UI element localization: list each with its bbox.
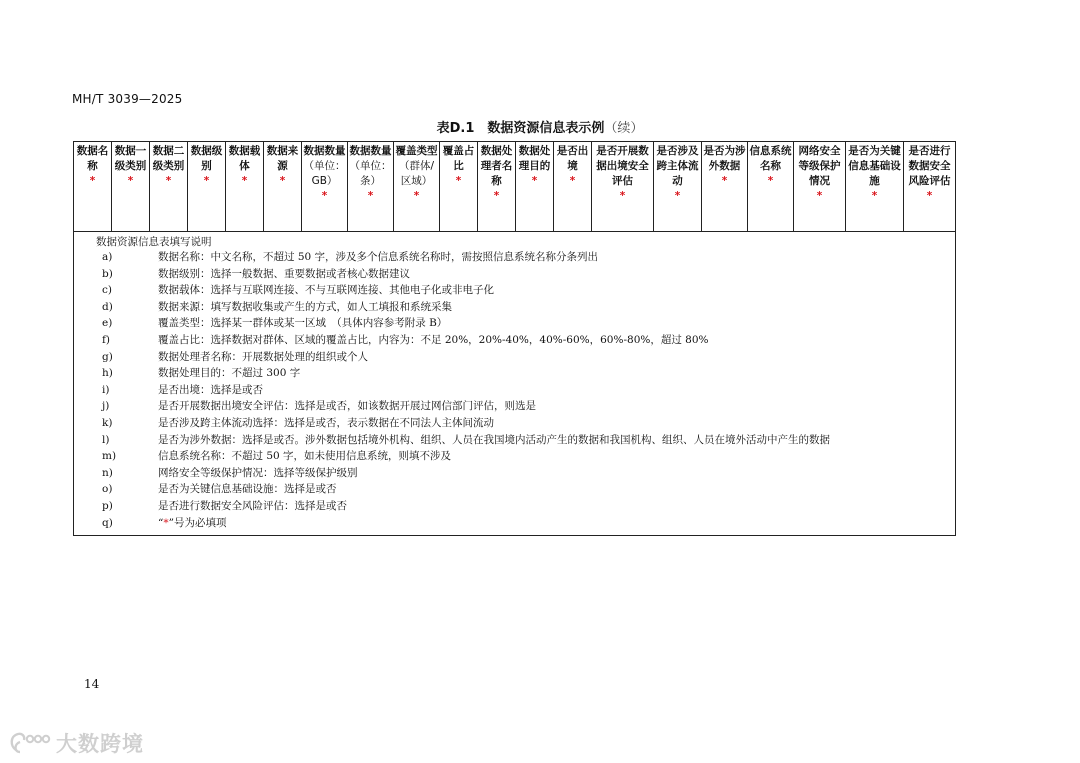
- note-item: [74, 332, 955, 349]
- required-asterisk: *: [455, 175, 462, 187]
- column-header: [74, 142, 112, 232]
- note-text-before: “: [158, 516, 164, 529]
- required-asterisk: *: [721, 175, 728, 187]
- note-item: [74, 382, 955, 399]
- column-header: [516, 142, 554, 232]
- column-header: [394, 142, 440, 232]
- note-text: 是否开展数据出境安全评估：选择是或否，如该数据开展过网信部门评估，则选是: [158, 400, 536, 413]
- column-header-label: 数据数量: [303, 145, 346, 157]
- note-key: h): [102, 367, 113, 380]
- note-key: q): [102, 516, 113, 529]
- required-asterisk: *: [163, 516, 169, 529]
- note-item: [74, 498, 955, 515]
- note-text: 覆盖占比：选择数据对群体、区域的覆盖占比，内容为：不足 20%，20%-40%，40%-60%，60%-80%，超过 80%: [158, 333, 709, 346]
- required-asterisk: *: [279, 175, 286, 187]
- table-title-text: 表D.1 数据资源信息表示例: [436, 121, 605, 136]
- required-asterisk: *: [674, 190, 681, 202]
- required-asterisk: *: [241, 175, 248, 187]
- required-asterisk: *: [619, 190, 626, 202]
- column-header: [188, 142, 226, 232]
- column-header-label: 是否为关键信息基础设施: [848, 145, 901, 187]
- note-key: p): [102, 499, 113, 512]
- note-key: f): [102, 333, 110, 346]
- column-header-label: 数据一级类别: [114, 145, 147, 172]
- watermark-text: 大数跨境: [56, 732, 144, 756]
- required-asterisk: *: [493, 190, 500, 202]
- note-item: [74, 515, 955, 532]
- note-item: [74, 349, 955, 366]
- column-header: [302, 142, 348, 232]
- note-text: [158, 515, 955, 532]
- note-item: [74, 448, 955, 465]
- column-header: [748, 142, 794, 232]
- note-text: 是否为关键信息基础设施：选择是或否: [158, 483, 337, 496]
- watermark: [8, 728, 144, 758]
- note-text: 数据级别：选择一般数据、重要数据或者核心数据建议: [158, 267, 410, 280]
- note-key: l): [102, 433, 110, 446]
- data-resource-table: [73, 141, 956, 536]
- note-key: j): [102, 400, 110, 413]
- note-text: 数据处理者名称：开展数据处理的组织或个人: [158, 350, 368, 363]
- column-header-label: 数据名称: [76, 145, 109, 172]
- note-key: k): [102, 416, 113, 429]
- note-key: b): [102, 267, 113, 280]
- column-header: [592, 142, 654, 232]
- note-key: o): [102, 483, 113, 496]
- note-item: [74, 432, 955, 449]
- note-text: 信息系统名称：不超过 50 字，如未使用信息系统，则填不涉及: [158, 450, 452, 463]
- required-asterisk: *: [767, 175, 774, 187]
- column-header-unit: （单位：条）: [349, 160, 392, 187]
- note-text: 是否为涉外数据：选择是或否。涉外数据包括境外机构、组织、人员在我国境内活动产生的数据和我国机构、组织、人员在境外活动中产生的数据: [158, 433, 830, 446]
- note-item: [74, 266, 955, 283]
- table-header-row: [74, 142, 956, 232]
- required-asterisk: *: [926, 190, 933, 202]
- note-item: [74, 282, 955, 299]
- column-header-label: 数据来源: [266, 145, 299, 172]
- notes-title: 数据资源信息表填写说明: [96, 236, 212, 248]
- note-item: [74, 465, 955, 482]
- column-header: [554, 142, 592, 232]
- document-code: MH/T 3039—2025: [72, 92, 183, 106]
- note-key: g): [102, 350, 113, 363]
- note-item: [74, 481, 955, 498]
- column-header-label: 网络安全等级保护情况: [798, 145, 841, 187]
- note-item: [74, 398, 955, 415]
- column-header: [440, 142, 478, 232]
- required-asterisk: *: [367, 190, 374, 202]
- column-header-label: 数据载体: [228, 145, 261, 172]
- required-asterisk: *: [531, 175, 538, 187]
- column-header-label: 是否为涉外数据: [703, 145, 746, 172]
- table-title: [0, 117, 1080, 136]
- column-header: [846, 142, 904, 232]
- note-key: m): [102, 450, 117, 463]
- note-key: n): [102, 466, 113, 479]
- note-item: [74, 299, 955, 316]
- column-header-unit: （群体/区域）: [398, 160, 435, 187]
- required-asterisk: *: [203, 175, 210, 187]
- required-asterisk: *: [321, 190, 328, 202]
- note-text: 数据来源：填写数据收集或产生的方式，如人工填报和系统采集: [158, 300, 452, 313]
- column-header-label: 数据级别: [190, 145, 223, 172]
- column-header-label: 是否涉及跨主体流动: [656, 145, 699, 187]
- notes-row: [74, 232, 956, 536]
- column-header: [264, 142, 302, 232]
- required-asterisk: *: [127, 175, 134, 187]
- column-header-label: 覆盖类型: [395, 145, 438, 157]
- note-item: [74, 365, 955, 382]
- column-header-label: 是否开展数据出境安全评估: [596, 145, 649, 187]
- column-header: [702, 142, 748, 232]
- notes-cell: [74, 232, 956, 536]
- column-header-unit: （单位：GB）: [303, 160, 346, 187]
- column-header: [226, 142, 264, 232]
- column-header: [150, 142, 188, 232]
- column-header: [794, 142, 846, 232]
- column-header: [654, 142, 702, 232]
- page-number: 14: [84, 677, 100, 691]
- column-header-label: 是否出境: [556, 145, 589, 172]
- column-header-label: 是否进行数据安全风险评估: [908, 145, 951, 187]
- note-item: [74, 249, 955, 266]
- required-asterisk: *: [871, 190, 878, 202]
- table-title-continued: （续）: [604, 121, 644, 136]
- required-asterisk: *: [165, 175, 172, 187]
- required-asterisk: *: [413, 190, 420, 202]
- column-header: [348, 142, 394, 232]
- required-asterisk: *: [89, 175, 96, 187]
- note-text: 是否进行数据安全风险评估：选择是或否: [158, 499, 347, 512]
- note-text: 覆盖类型：选择某一群体或某一区域 （具体内容参考附录 B）: [158, 317, 448, 330]
- column-header: [112, 142, 150, 232]
- note-text: 是否出境：选择是或否: [158, 383, 263, 396]
- note-text: 数据载体：选择与互联网连接、不与互联网连接、其他电子化或非电子化: [158, 284, 494, 297]
- column-header-label: 数据数量: [349, 145, 392, 157]
- note-key: a): [102, 251, 113, 263]
- note-key: c): [102, 284, 112, 297]
- column-header-label: 数据处理者名称: [480, 145, 513, 187]
- column-header-label: 覆盖占比: [442, 145, 475, 172]
- note-text: 是否涉及跨主体流动选择：选择是或否，表示数据在不同法人主体间流动: [158, 416, 494, 429]
- column-header: [478, 142, 516, 232]
- note-key: d): [102, 300, 113, 313]
- required-asterisk: *: [569, 175, 576, 187]
- data-resource-table-container: [73, 141, 955, 537]
- column-header: [904, 142, 956, 232]
- brand-logo-icon: [8, 730, 54, 756]
- note-item: [74, 415, 955, 432]
- column-header-label: 数据二级类别: [152, 145, 185, 172]
- note-key: i): [102, 383, 110, 396]
- note-text: 数据处理目的：不超过 300 字: [158, 367, 301, 380]
- note-key: e): [102, 317, 113, 330]
- column-header-label: 信息系统名称: [749, 145, 792, 172]
- note-text: 网络安全等级保护情况：选择等级保护级别: [158, 466, 358, 479]
- note-text-after: ”号为必填项: [168, 516, 227, 529]
- column-header-label: 数据处理目的: [518, 145, 551, 172]
- note-item: [74, 315, 955, 332]
- required-asterisk: *: [816, 190, 823, 202]
- notes-list: [74, 249, 955, 531]
- note-text: 数据名称：中文名称，不超过 50 字，涉及多个信息系统名称时，需按照信息系统名称分条列出: [158, 251, 599, 263]
